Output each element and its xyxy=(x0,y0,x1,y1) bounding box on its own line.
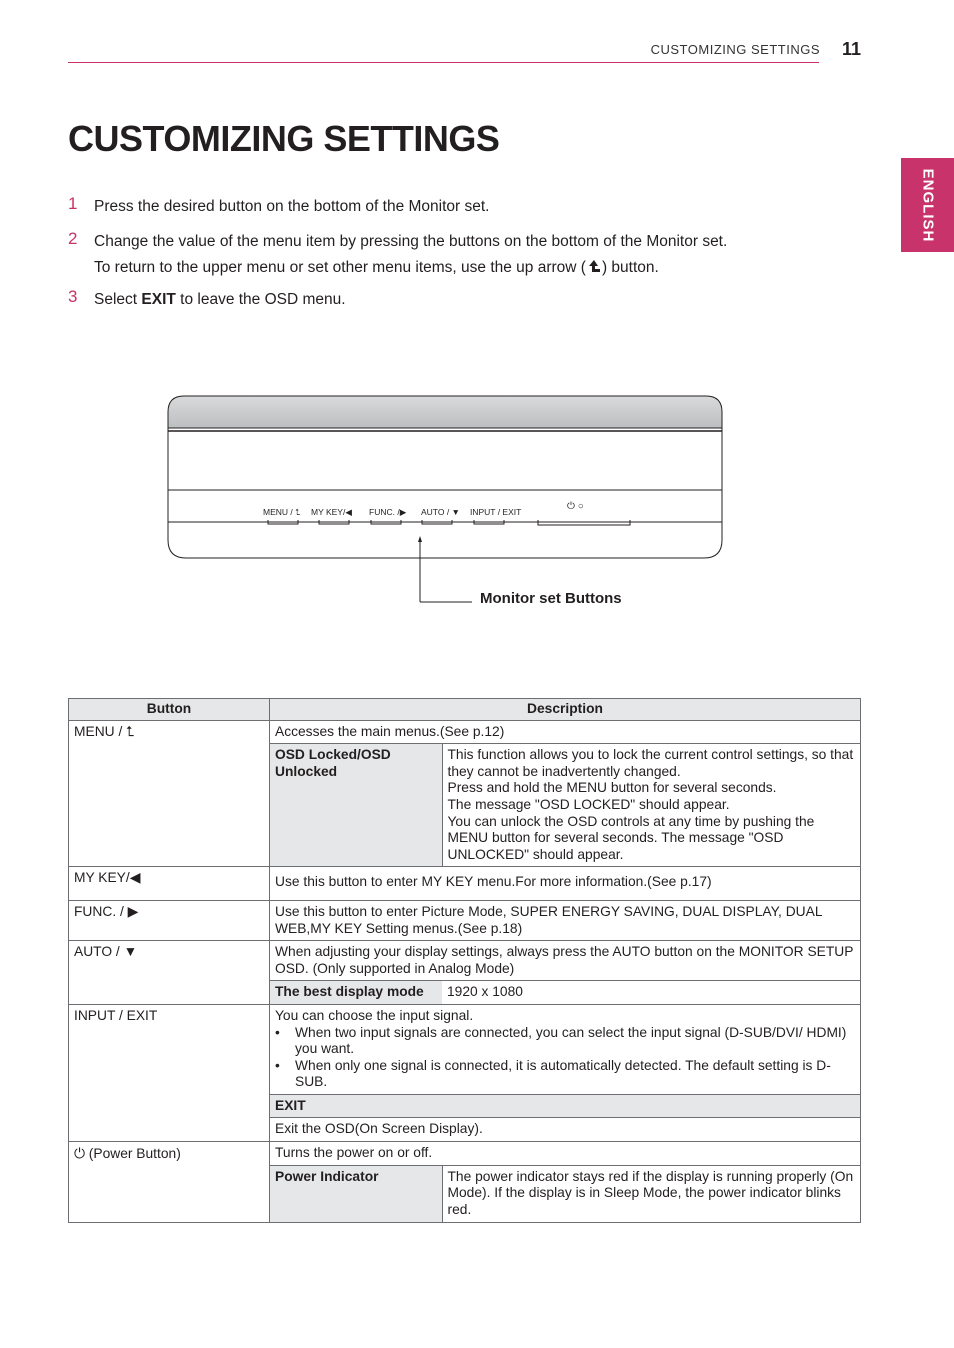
mykey-desc: Use this button to enter MY KEY menu.For more information.(See p.17) xyxy=(270,867,861,901)
diagram-label-menu: MENU / ⮤ xyxy=(263,507,301,517)
table-header-row xyxy=(69,699,861,721)
auto-desc: When adjusting your display settings, always press the AUTO button on the MONITOR SETUP OSD. (Only supported in Analog Mode) xyxy=(275,944,854,976)
table-row-power xyxy=(69,1142,861,1223)
osd-lock-label: OSD Locked/OSD Unlocked xyxy=(270,744,442,867)
diagram-label-auto: AUTO / ▼ xyxy=(421,507,460,517)
header-description: Description xyxy=(270,699,861,721)
best-mode-label: The best display mode xyxy=(270,981,442,1004)
exit-desc: Exit the OSD(On Screen Display). xyxy=(270,1118,860,1141)
button-description-table xyxy=(68,698,861,1223)
table-row-auto xyxy=(69,941,861,1005)
list-item: • When two input signals are connected, you can select the input signal (D-SUB/DVI/ HDMI) you want. xyxy=(295,1025,855,1058)
diagram-label-mykey: MY KEY/◀ xyxy=(311,507,352,517)
best-mode-value: 1920 x 1080 xyxy=(442,981,860,1004)
power-icon: ⏻ xyxy=(74,1146,85,1162)
power-indicator-desc: The power indicator stays red if the display is running properly (On Mode). If the display is in Sleep Mode, the power indicator blinks red. xyxy=(442,1165,860,1222)
running-header: CUSTOMIZING SETTINGS xyxy=(650,42,820,57)
list-item: • When only one signal is connected, it is automatically detected. The default setting is D-SUB. xyxy=(295,1058,855,1091)
diagram-caption: Monitor set Buttons xyxy=(480,590,622,607)
language-tab-label: ENGLISH xyxy=(919,168,936,242)
table-row-input xyxy=(69,1004,861,1141)
step-text-continued: To return to the upper menu or set other menu items, use the up arrow ( ) button. xyxy=(94,259,659,276)
menu-desc: Accesses the main menus.(See p.12) xyxy=(275,723,505,739)
diagram-label-func: FUNC. /▶ xyxy=(369,507,407,517)
button-cell-mykey: MY KEY/◀ xyxy=(69,867,270,901)
input-desc: You can choose the input signal. • When two input signals are connected, you can select the input signal (D-SUB/DVI/ HDMI) you want. • When only one signal is connected, it is automatically detected. The default setting is D-SUB. xyxy=(270,1005,860,1094)
step-text: Select EXIT to leave the OSD menu. xyxy=(94,291,346,308)
diagram-label-power: ⏻ ○ xyxy=(567,501,584,512)
step-text: Press the desired button on the bottom of the Monitor set. xyxy=(94,198,490,215)
header-button: Button xyxy=(69,699,270,721)
step-text: Change the value of the menu item by pressing the buttons on the bottom of the Monitor set. xyxy=(94,233,728,250)
page-number: 11 xyxy=(842,39,862,59)
table-row-mykey xyxy=(69,867,861,901)
step-number: 1 xyxy=(68,194,78,213)
osd-lock-desc: This function allows you to lock the current control settings, so that they cannot be inadvertently changed. Press and hold the MENU button for several seconds. The message "OSD LOCKED" should appear. You can unlock the OSD controls at any time by pushing the MENU button for several seconds. The message "OSD UNLOCKED" should appear. xyxy=(442,744,860,867)
table-row-func xyxy=(69,900,861,940)
button-cell-func: FUNC. / ▶ xyxy=(69,900,270,940)
monitor-bottom-diagram xyxy=(0,0,954,640)
power-indicator-label: Power Indicator xyxy=(270,1165,442,1222)
diagram-label-input: INPUT / EXIT xyxy=(470,507,522,517)
button-cell-input: INPUT / EXIT xyxy=(69,1004,270,1141)
button-cell-menu: MENU / ⮤ xyxy=(69,720,270,867)
button-cell-auto: AUTO / ▼ xyxy=(69,941,270,1005)
callout-line xyxy=(420,540,472,602)
table-row-menu xyxy=(69,720,861,867)
power-desc: Turns the power on or off. xyxy=(275,1145,433,1161)
page-title: CUSTOMIZING SETTINGS xyxy=(68,118,500,159)
exit-label: EXIT xyxy=(270,1094,860,1118)
func-desc: Use this button to enter Picture Mode, SUPER ENERGY SAVING, DUAL DISPLAY, DUAL WEB,MY KEY Setting menus.(See p.18) xyxy=(270,900,861,940)
button-cell-power: ⏻ (Power Button) xyxy=(69,1142,270,1223)
step-number: 3 xyxy=(68,287,78,306)
step-number: 2 xyxy=(68,229,78,248)
